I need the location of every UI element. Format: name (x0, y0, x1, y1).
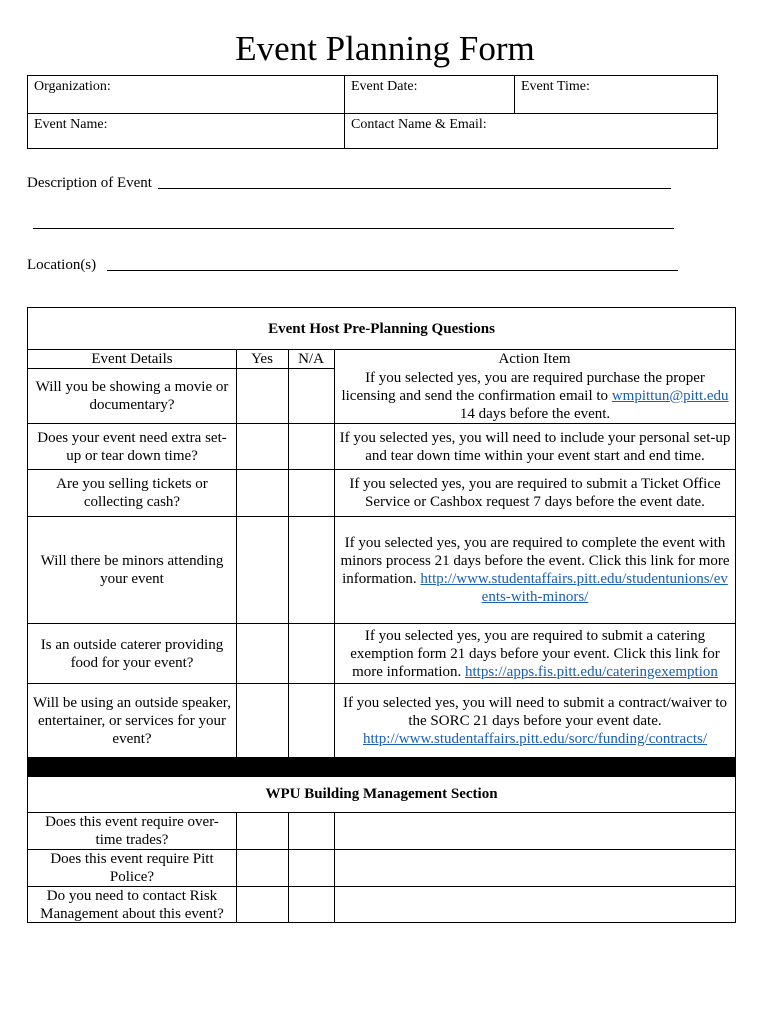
catering-link[interactable]: https://apps.fis.pitt.edu/cateringexemption (465, 663, 718, 680)
col-yes: Yes (251, 351, 273, 367)
action-caterer: If you selected yes, you are required to submit a catering exemption form 21 days before your event. Click this link for more information. https://apps.fis.pitt.edu/cateringexemption (350, 627, 720, 680)
yes-cell-speaker[interactable] (237, 684, 288, 757)
na-cell-overtime[interactable] (289, 813, 334, 849)
yes-cell-movie[interactable] (237, 369, 288, 423)
location-label: Location(s) (27, 257, 97, 273)
description-line-2[interactable] (33, 228, 674, 229)
yes-cell-police[interactable] (237, 850, 288, 886)
yes-cell-risk[interactable] (237, 887, 288, 922)
question-setup: Does your event need extra set-up or tear down time? (37, 429, 227, 464)
event-info-grid (27, 75, 718, 149)
question-speaker: Will be using an outside speaker, entertainer, or services for your event? (33, 694, 231, 747)
action-tickets: If you selected yes, you are required to submit a Ticket Office Service or Cashbox request 7 days before the event date. (349, 476, 721, 510)
planning-table (27, 307, 736, 923)
action-minors: If you selected yes, you are required to complete the event with minors process 21 days before the event. Click this link for more information. http://www.studentaffairs.pitt.edu/studentunions/events-with-minors/ (340, 535, 730, 605)
yes-cell-caterer[interactable] (237, 624, 288, 683)
organization-field[interactable]: Organization: (34, 79, 111, 94)
contact-field[interactable]: Contact Name & Email: (351, 117, 487, 132)
question-police: Does this event require Pitt Police? (50, 851, 214, 885)
action-cell-police[interactable] (335, 850, 735, 886)
action-cell-risk[interactable] (335, 887, 735, 922)
wpu-section-heading: WPU Building Management Section (265, 786, 498, 802)
na-cell-movie[interactable] (289, 369, 334, 423)
question-risk: Do you need to contact Risk Management about this event? (40, 887, 224, 922)
col-na: N/A (298, 351, 324, 367)
na-cell-caterer[interactable] (289, 624, 334, 683)
action-speaker: If you selected yes, you will need to submit a contract/waiver to the SORC 21 days before your event date. http://www.studentaffairs.pitt.edu/sorc/funding/contracts/ (342, 694, 728, 747)
event-date-field[interactable]: Event Date: (351, 79, 418, 94)
description-line-1[interactable] (158, 188, 671, 189)
na-cell-minors[interactable] (289, 517, 334, 623)
yes-cell-setup[interactable] (237, 424, 288, 469)
yes-cell-overtime[interactable] (237, 813, 288, 849)
event-time-field[interactable]: Event Time: (521, 79, 590, 94)
na-cell-risk[interactable] (289, 887, 334, 922)
section-divider-band (28, 757, 735, 777)
question-overtime: Does this event require over-time trades? (45, 814, 219, 848)
col-action-item: Action Item (498, 351, 571, 367)
na-cell-police[interactable] (289, 850, 334, 886)
action-movie: If you selected yes, you are required purchase the proper licensing and send the confirmation email to wmpittun@pitt.edu 14 days before the event. (341, 369, 729, 422)
action-setup: If you selected yes, you will need to include your personal set-up and tear down time within your event start and end time. (339, 429, 731, 464)
question-movie: Will you be showing a movie or documentary? (35, 379, 229, 413)
description-label: Description of Event (27, 175, 152, 191)
email-link[interactable]: wmpittun@pitt.edu (611, 387, 729, 404)
yes-cell-tickets[interactable] (237, 470, 288, 516)
yes-cell-minors[interactable] (237, 517, 288, 623)
minors-link[interactable]: http://www.studentaffairs.pitt.edu/studentunions/events-with-minors/ (420, 571, 728, 605)
event-name-field[interactable]: Event Name: (34, 117, 108, 132)
contracts-link[interactable]: http://www.studentaffairs.pitt.edu/sorc/funding/contracts/ (362, 730, 708, 747)
question-minors: Will there be minors attending your event (40, 553, 224, 587)
col-event-details: Event Details (91, 351, 173, 367)
question-tickets: Are you selling tickets or collecting cash? (56, 476, 208, 510)
action-cell-overtime[interactable] (335, 813, 735, 849)
host-section-heading: Event Host Pre-Planning Questions (268, 321, 495, 337)
na-cell-setup[interactable] (289, 424, 334, 469)
question-caterer: Is an outside caterer providing food for your event? (40, 636, 224, 671)
page-title: Event Planning Form (235, 29, 535, 68)
location-line[interactable] (107, 270, 678, 271)
na-cell-speaker[interactable] (289, 684, 334, 757)
na-cell-tickets[interactable] (289, 470, 334, 516)
